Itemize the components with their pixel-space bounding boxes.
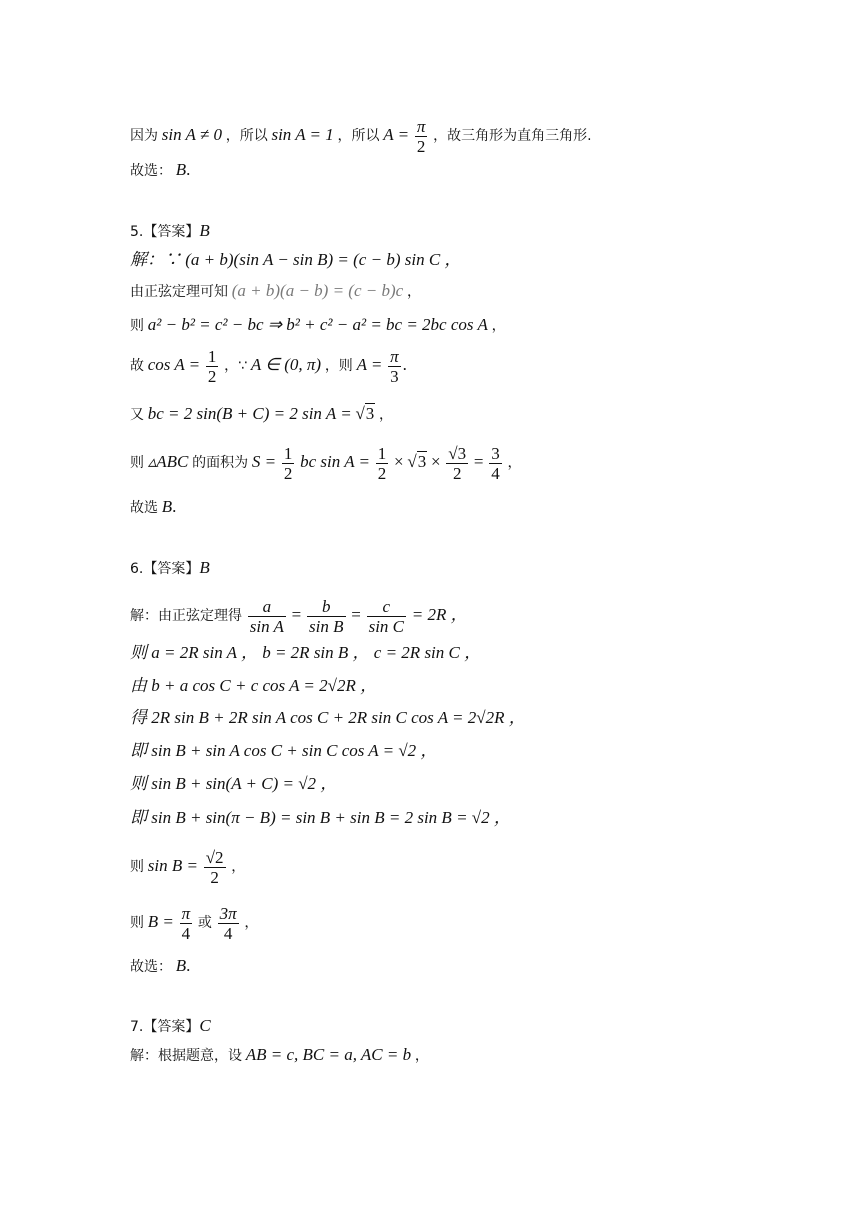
fraction: $\frac{1}{2}$ xyxy=(377,444,387,483)
math-expr: ▵ABC xyxy=(147,451,189,471)
math-expr: AB = c, BC = a, AC = b xyxy=(245,1045,412,1064)
text: ，所以 xyxy=(337,127,380,144)
text: 的面积为 xyxy=(192,454,249,471)
fraction: $\frac{1}{2}$ xyxy=(283,444,293,483)
math-expr: cos A = xyxy=(147,354,201,374)
q7-heading xyxy=(130,1016,211,1037)
q6-line-3 xyxy=(130,676,377,697)
q5-line-7: 故选 B. xyxy=(130,497,177,516)
answer-letter: B xyxy=(161,497,173,516)
text: 故选： xyxy=(130,163,172,179)
prev-line-1 xyxy=(130,117,592,156)
math-line: 则 sin B + sin(A + C) = √2 ， xyxy=(130,774,338,793)
fraction: $\frac{3\pi}{4}$ xyxy=(219,904,237,943)
math-expr: S = xyxy=(251,451,277,471)
q6-line-5 xyxy=(130,741,437,762)
text: ，∵ xyxy=(224,357,248,374)
q5-line-6: 则 ▵ABC 的面积为 S = $\frac{1}{2}$ bc sin A = $\frac{1}{2}$ × √3 × $\frac{√3}{2}$ = $\frac{3}{4}$ ， xyxy=(130,444,522,483)
text: 解：根据题意，设 xyxy=(130,1048,242,1064)
answer-heading: 7.【答案】 xyxy=(130,1019,200,1035)
math-expr: (a + b)(a − b) = (c − b)c xyxy=(231,281,404,300)
q5-heading xyxy=(130,221,210,242)
fraction: $\frac{c}{\text{sin C}}$ xyxy=(368,597,405,636)
sqrt: √3 xyxy=(407,451,427,471)
text: 则 xyxy=(130,914,144,931)
q6-line-7 xyxy=(130,808,511,829)
q5-line-5: 又 bc = 2 sin(B + C) = 2 sin A = √3 ， xyxy=(130,404,394,423)
q6-line-9: 则 B = $\frac{\pi}{4}$ 或 $\frac{3\pi}{4}$ ， xyxy=(130,904,259,943)
math-expr: sin A = 1 xyxy=(271,124,334,144)
answer-letter: B xyxy=(199,558,210,577)
text: ，故三角形为直角三角形. xyxy=(433,127,592,144)
math-expr: A ∈ (0, π) xyxy=(250,354,322,374)
text: 或 xyxy=(197,914,212,931)
math-line: 即 sin B + sin A cos C + sin C cos A = √2 ， xyxy=(130,741,438,760)
text: ，所以 xyxy=(225,127,268,144)
q6-line-6 xyxy=(130,774,337,795)
q5-line-3: 则 a² − b² = c² − bc ⇒ b² + c² − a² = bc = 2bc cos A ， xyxy=(130,315,506,334)
q7-line-1: 解：根据题意，设 AB = c, BC = a, AC = b ， xyxy=(130,1045,429,1064)
math-line: 由 b + a cos C + c cos A = 2√2R ， xyxy=(130,676,378,695)
math-expr: bc = 2 sin(B + C) = 2 sin A = xyxy=(147,404,352,423)
math-expr: = 2R ， xyxy=(411,604,468,624)
text: ，则 xyxy=(324,357,353,374)
text: 又 xyxy=(130,407,144,423)
text: 则 xyxy=(130,858,144,875)
q5-line-4: 故 cos A = $\frac{1}{2}$ ，∵ A ∈ (0, π) ，则 A = $\frac{\pi}{3}$ . xyxy=(130,347,407,386)
q6-line-2 xyxy=(130,643,481,664)
q6-line-8: 则 sin B = $\frac{√2}{2}$ ， xyxy=(130,848,246,887)
fraction: $\frac{\pi}{4}$ xyxy=(181,904,191,943)
text: 故 xyxy=(130,357,144,374)
fraction: $\frac{1}{2}$ xyxy=(207,347,217,386)
math-expr: bc sin A = xyxy=(300,451,371,471)
q5-line-2: 由正弦定理可知 (a + b)(a − b) = (c − b)c ， xyxy=(130,281,421,300)
math-expr: sin A ≠ 0 xyxy=(161,124,222,144)
text: 则 xyxy=(130,318,144,334)
math-line: 则 a = 2R sin A ， b = 2R sin B ， c = 2R sin C ， xyxy=(130,643,482,662)
text: 由正弦定理可知 xyxy=(130,284,228,300)
answer-heading: 6.【答案】 xyxy=(130,561,200,577)
math-line: 即 sin B + sin(π − B) = sin B + sin B = 2 sin B = √2 ， xyxy=(130,808,511,827)
answer-letter: C xyxy=(199,1016,211,1035)
text: 故选 xyxy=(130,500,158,516)
text: 则 xyxy=(130,454,144,471)
math-line: 得 2R sin B + 2R sin A cos C + 2R sin C cos A = 2√2R ， xyxy=(130,708,526,727)
prev-line-2: 故选： B. xyxy=(130,160,191,179)
text: 解：由正弦定理得 xyxy=(130,607,242,624)
math-expr: a² − b² = c² − bc ⇒ b² + c² − a² = bc = 2bc cos A xyxy=(147,315,488,334)
answer-heading: 5.【答案】 xyxy=(130,224,200,240)
q5-line-1 xyxy=(130,250,461,271)
answer-letter: B xyxy=(175,160,187,179)
answer-letter: B xyxy=(199,221,210,240)
math-expr: A = xyxy=(356,354,383,374)
math-expr: sin B = xyxy=(147,855,198,875)
fraction: $\frac{\pi}{2}$ xyxy=(416,117,426,156)
q6-line-1: 解：由正弦定理得 $\frac{a}{\text{sin A}}$ = $\frac{b}{\text{sin B}}$ = $\frac{c}{\text{sin C}}$ = 2R ， xyxy=(130,597,468,636)
fraction: $\frac{b}{\text{sin B}}$ xyxy=(309,597,344,636)
fraction: $\frac{\pi}{3}$ xyxy=(390,347,399,386)
math-expr: B = xyxy=(147,911,174,931)
fraction: $\frac{3}{4}$ xyxy=(491,444,500,483)
q6-heading xyxy=(130,558,210,579)
answer-letter: B xyxy=(175,956,187,975)
fraction: $\frac{√3}{2}$ xyxy=(448,444,467,483)
text: 故选： xyxy=(130,959,172,975)
q6-line-10: 故选： B. xyxy=(130,956,191,975)
sqrt: √3 xyxy=(355,404,375,423)
text: 因为 xyxy=(130,127,158,144)
math-expr: A = xyxy=(383,124,410,144)
fraction: $\frac{a}{\text{sin A}}$ xyxy=(249,597,284,636)
math-line: 解：∵ (a + b)(sin A − sin B) = (c − b) sin C ， xyxy=(130,250,462,269)
q6-line-4 xyxy=(130,708,526,729)
fraction: $\frac{√2}{2}$ xyxy=(205,848,224,887)
